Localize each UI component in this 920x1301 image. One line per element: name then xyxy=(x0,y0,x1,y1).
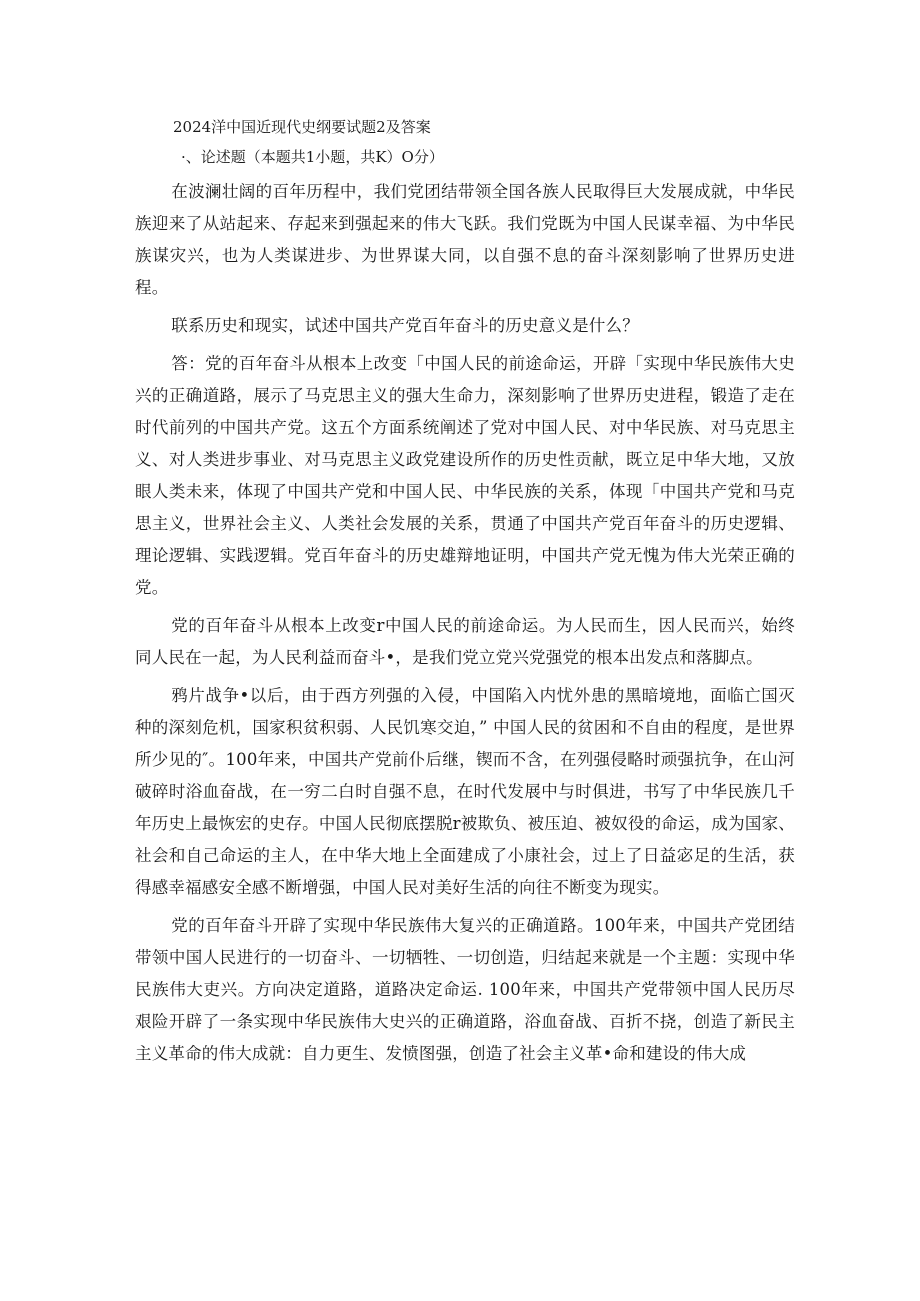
paragraph-question: 联系历史和现实，试述中国共产党百年奋斗的历史意义是什么？ xyxy=(171,316,639,335)
document-title: 2024洋中国近现代史纲要试题2及答案 xyxy=(173,118,431,136)
paragraph-correct-path: 党的百年奋斗开辟了实现中华民族伟大复兴的正确道路。100年来，中国共产党团结带领中国人民进行的一切奋斗、一切牺牲、一切创造，归结起来就是一个主题：实现中华民族伟大吏兴。方向决定道路，道路决定命运. 100年来，中国共产党带领中国人民历尽艰险开辟了一条实现中华民族伟大史兴的正确道路，浴血奋战、百折不挠，创造了新民主主义革命的伟大成就：自力更生、发愤图强，创造了社会主义革•命和建设的伟大成 xyxy=(135,916,795,1063)
section-heading: ·、论述题（本题共1小题，共K）O分） xyxy=(181,148,444,166)
paragraph-answer: 答：党的百年奋斗从根本上改变「中国人民的前途命运，开辟「实现中华民族伟大史兴的正确道路，展示了马克思主义的强大生命力，深刻影响了世界历史进程，锻造了走在时代前列的中国共产党。这五个方面系统阐述了党对中国人民、对中华民族、对马克思主义、对人类进步事业、对马克思主义政党建设所作的历史性贡献，既立足中华大地，又放眼人类未来，体现了中国共产党和中国人民、中华民族的关系，体现「中国共产党和马克思主义，世界社会主义、人类社会发展的关系，贯通了中国共产党百年奋斗的历史逻辑、理论逻辑、实践逻辑。党百年奋斗的历史雄辩地证明，中国共产党无愧为伟大光荣正确的党。 xyxy=(135,354,795,597)
paragraph-intro: 在波澜壮阔的百年历程中，我们党团结带领全国各族人民取得巨大发展成就，中华民族迎来了从站起来、存起来到强起来的伟大飞跃。我们党既为中国人民谋幸福、为中华民族谋灾兴，也为人类谋进步、为世界谋大同，以自强不息的奋斗深刻影响了世界历史进程。 xyxy=(135,182,795,297)
paragraph-people-destiny: 党的百年奋斗从根本上改变r中国人民的前途命运。为人民而生，因人民而兴，始终同人民在一起，为人民利益而奋斗•，是我们党立党兴党强党的根本出发点和落脚点。 xyxy=(135,616,795,667)
document-content xyxy=(135,112,795,1076)
paragraph-opium-war: 鸦片战争•以后，由于西方列强的入侵，中国陷入内忧外患的黑暗境地，面临亡国灭种的深刻危机，国家积贫积弱、人民饥寒交迫，” 中国人民的贫困和不自由的程度，是世界所少见的″。100年来，中国共产党前仆后继，锲而不含，在列强侵略时顽强抗争，在山河破碎时浴血奋战，在一穷二白时自强不息，在时代发展中与时俱进，书写了中华民族几千年历史上最恢宏的史存。中国人民彻底摆脱r被欺负、被压迫、被奴役的命运，成为国家、社会和自己命运的主人，在中华大地上全面建成了小康社会，过上了日益宓足的生活，获得感幸福感安全感不断增强，中国人民对美好生活的向往不断变为现实。 xyxy=(135,686,795,897)
